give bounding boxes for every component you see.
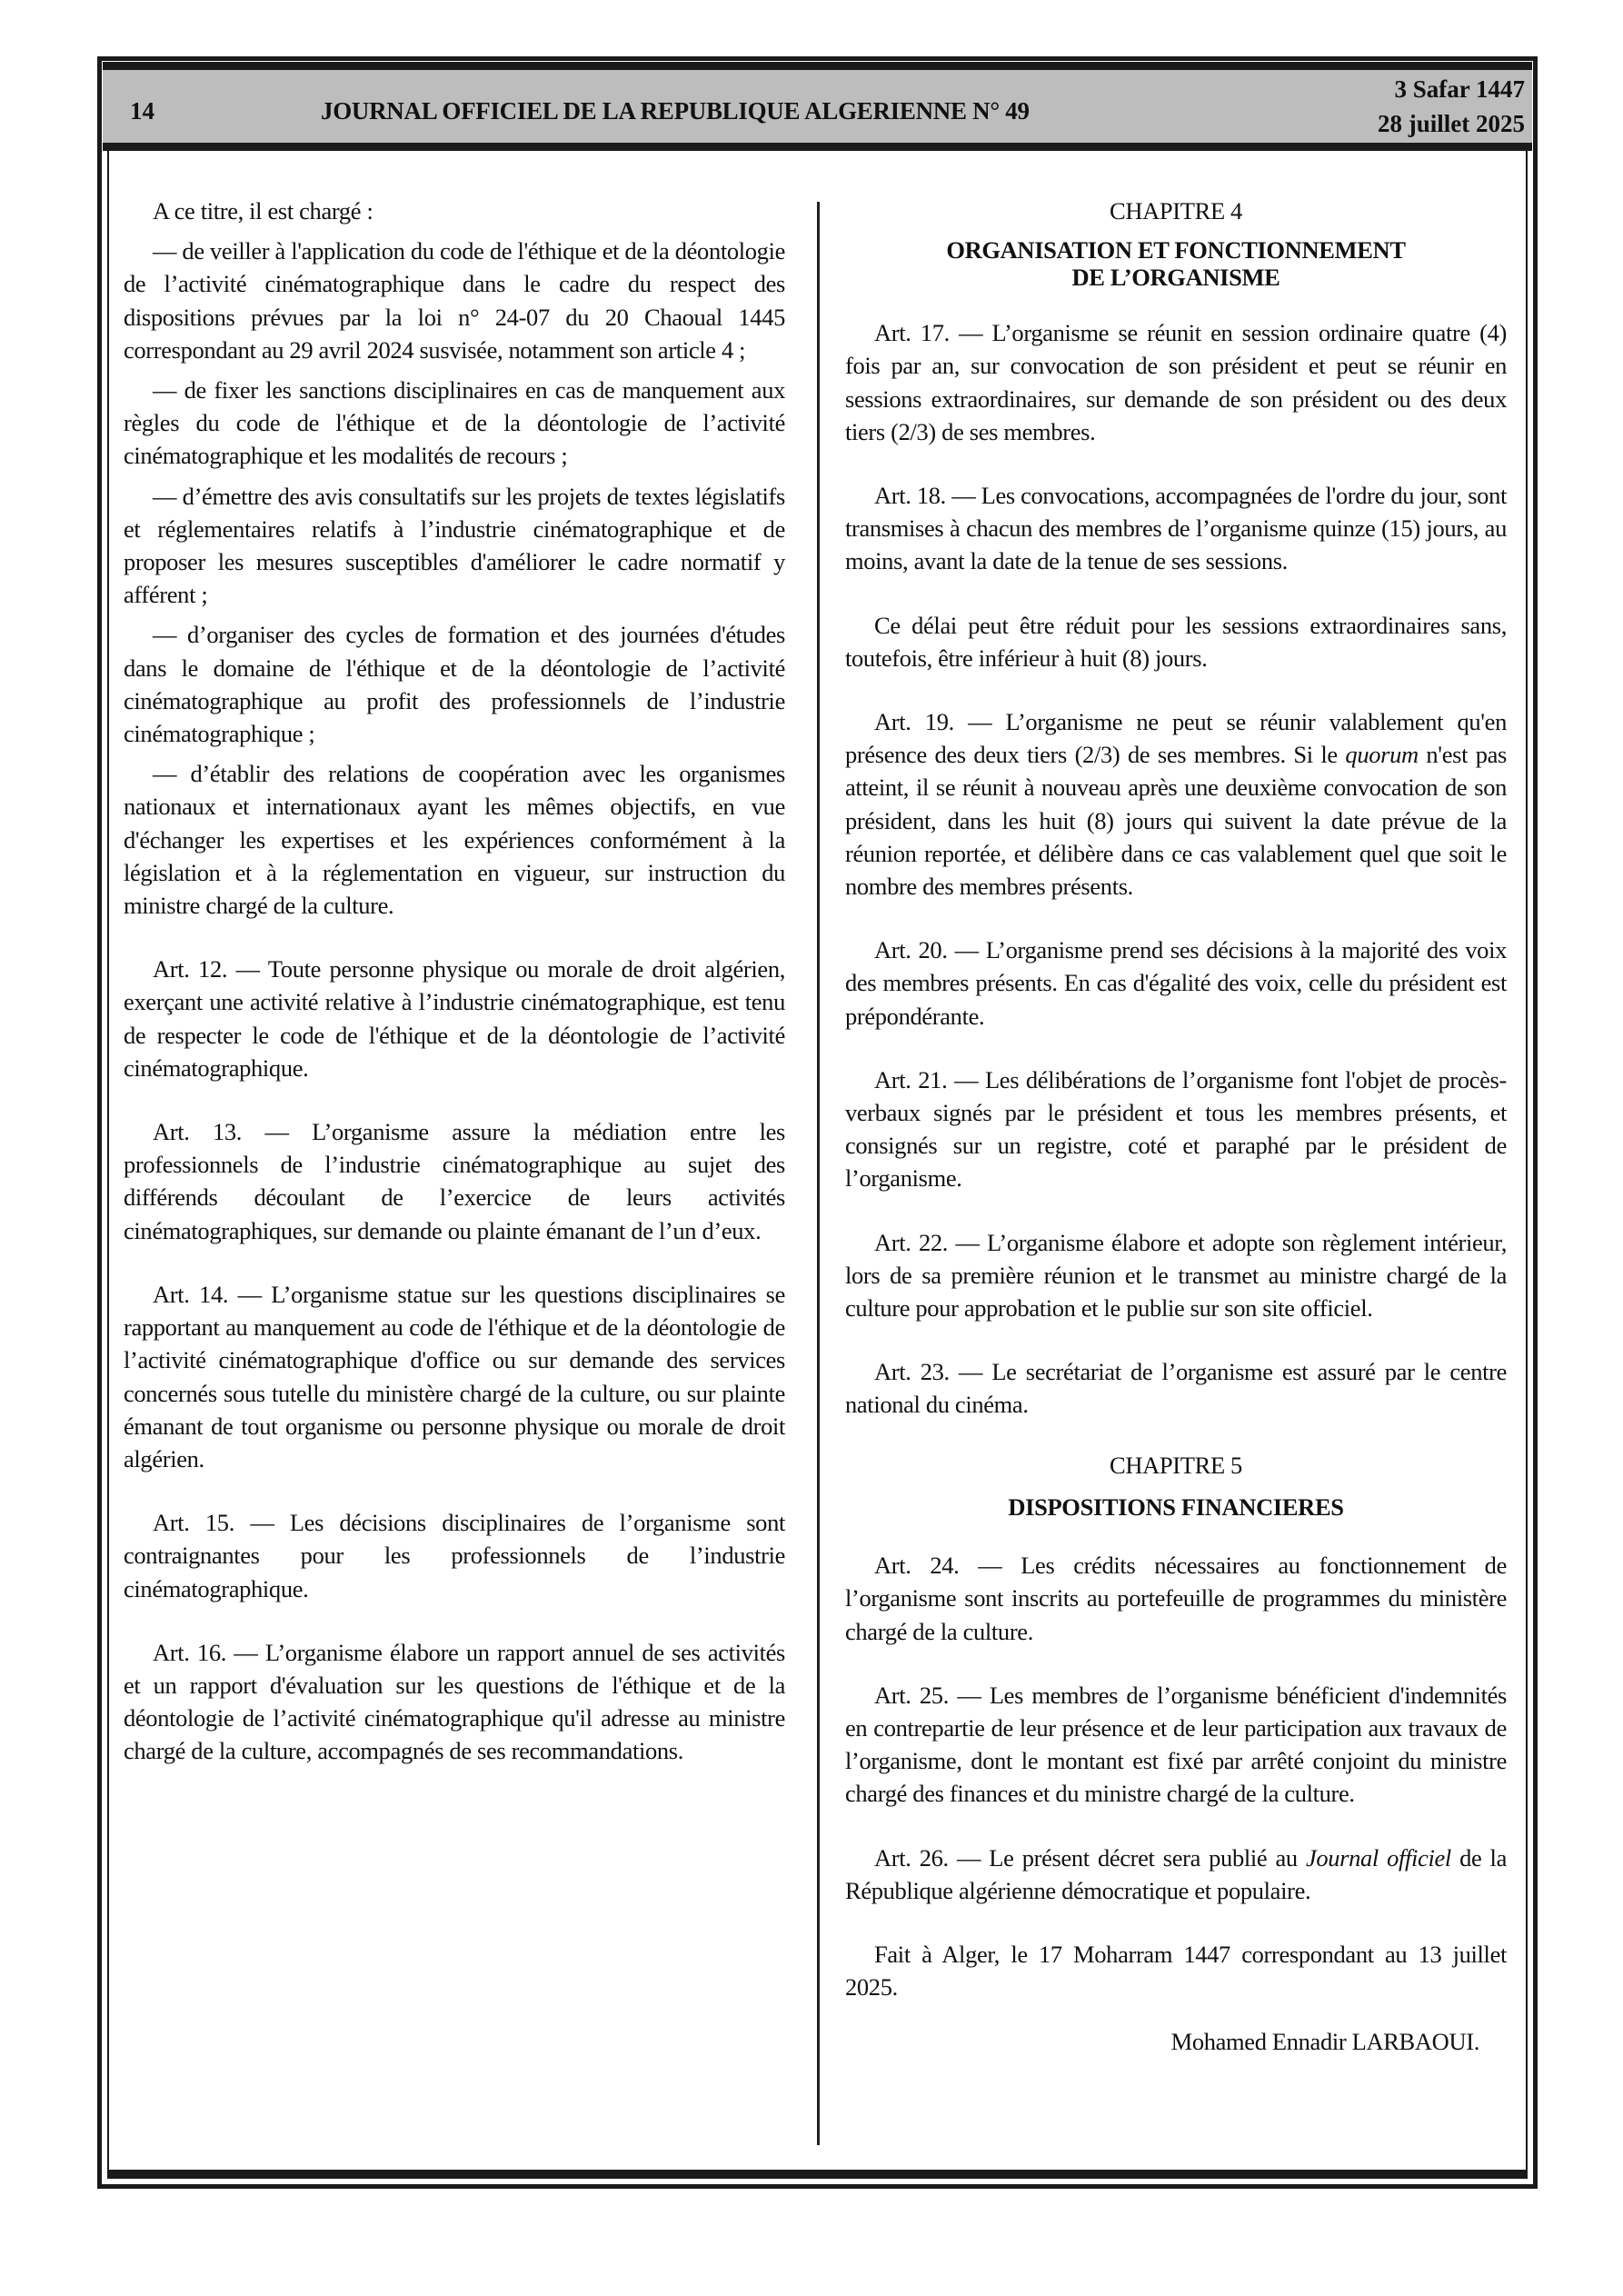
chapter-5-title: DISPOSITIONS FINANCIERES (1008, 1492, 1344, 1521)
paragraph-text: — d’organiser des cycles de formation et des journées d'études dans le domaine de l'éthique et de la déontologie de l’activité cinématographique au profit des professionnels de l’industrie cinématographique ; (124, 621, 785, 748)
right-column (845, 195, 1507, 2082)
date-hijri: 3 Safar 1447 (1394, 75, 1525, 103)
signature: Mohamed Ennadir LARBAOUI. (1170, 2028, 1479, 2056)
paragraph-text: Art. 26. — Le présent décret sera publié au (874, 1843, 1306, 1872)
paragraph (845, 609, 1507, 674)
paragraph (124, 953, 785, 1084)
chapter-5-label: CHAPITRE 5 (1110, 1451, 1242, 1479)
paragraph (124, 480, 785, 612)
paragraph-text: Art. 22. — L’organisme élabore et adopte son règlement intérieur, lors de sa première réunion et le transmet au ministre chargé de la culture pour approbation et le publie sur son site officiel. (845, 1228, 1507, 1323)
paragraph-text: n'est pas atteint, il se réunit à nouveau après une deuxième convocation de son président, dans les huit (8) jours qui suivent la date prévue de la réunion reportée, et délibère dans ce cas valablement quel que soit le nombre des membres présents. (845, 741, 1507, 901)
left-column (124, 195, 785, 1775)
paragraph (845, 479, 1507, 578)
paragraph-text: Art. 16. — L’organisme élabore un rapport annuel de ses activités et un rapport d'évaluation sur les questions de l'éthique et de la déontologie de l’activité cinématographique qu'il adresse au ministre chargé de la culture, accompagnés de ses recommandations. (124, 1638, 785, 1765)
paragraph (845, 1679, 1507, 1811)
paragraph-text: Art. 17. — L’organisme se réunit en session ordinaire quatre (4) fois par an, sur convocation de son président et peut se réunir en sessions extraordinaires, sur demande de son président ou des deux tiers (2/3) de ses membres. (845, 319, 1507, 445)
chapter-4-label: CHAPITRE 4 (1110, 197, 1242, 225)
paragraph-text: — d’émettre des avis consultatifs sur les projets de textes législatifs et réglementaires relatifs à l’industrie cinématographique et de proposer les mesures susceptibles d'améliorer le cadre normatif y afférent ; (124, 482, 785, 609)
column-divider (817, 202, 820, 2145)
paragraph-text: Art. 21. — Les délibérations de l’organisme font l'objet de procès-verbaux signés par le président et tous les membres présents, et consignés sur un registre, coté et paraphé par le président de l’organisme. (845, 1065, 1507, 1193)
paragraph (845, 705, 1507, 903)
chapter-4-title: ORGANISATION ET FONCTIONNEMENT DE L’ORGANISME (946, 236, 1406, 292)
paragraph (845, 1226, 1507, 1325)
paragraph-text: Art. 24. — Les crédits nécessaires au fonctionnement de l’organisme sont inscrits au portefeuille de programmes du ministère chargé de la culture. (845, 1552, 1507, 1645)
paragraph (845, 1063, 1507, 1195)
paragraph-text: Art. 20. — L’organisme prend ses décisions à la majorité des voix des membres présents. En cas d'égalité des voix, celle du président est prépondérante. (845, 936, 1507, 1030)
paragraph-text: — de veiller à l'application du code de l'éthique et de la déontologie de l’activité cinématographique dans le cadre du respect des dispositions prévues par la loi n° 24-07 du 20 Chaoual 1445 correspondant au 29 avril 2024 susvisée, notamment son article 4 ; (124, 237, 785, 364)
paragraph (845, 316, 1507, 448)
paragraph (845, 1549, 1507, 1648)
paragraph (845, 1355, 1507, 1421)
paragraph (124, 1278, 785, 1475)
paragraph-text: Art. 12. — Toute personne physique ou morale de droit algérien, exerçant une activité relative à l’industrie cinématographique, est tenu de respecter le code de l'éthique et de la déontologie de l’activité cinématographique. (124, 955, 785, 1082)
paragraph-text: Art. 23. — Le secrétariat de l’organisme est assuré par le centre national du cinéma. (845, 1358, 1507, 1419)
journal-title: JOURNAL OFFICIEL DE LA REPUBLIQUE ALGERIENNE N° 49 (321, 97, 1030, 125)
paragraph-text: A ce titre, il est chargé : (153, 197, 373, 225)
paragraph (124, 757, 785, 922)
paragraph (124, 618, 785, 750)
paragraph (845, 933, 1507, 1033)
italic-text: quorum (1345, 741, 1419, 769)
paragraph (124, 1506, 785, 1605)
paragraph (124, 1636, 785, 1768)
paragraph (845, 1938, 1507, 2003)
paragraph (124, 374, 785, 473)
paragraph-text: Art. 15. — Les décisions disciplinaires de l’organisme sont contraignantes pour les professionnels de l’industrie cinématographique. (124, 1509, 785, 1602)
paragraph-text: — d’établir des relations de coopération avec les organismes nationaux et internationaux ayant les mêmes objectifs, en vue d'échanger les expertises et les expériences conformément à la législation et à la réglementation en vigueur, sur instruction du ministre chargé de la culture. (124, 760, 785, 920)
paragraph-text: de la République algérienne démocratique et populaire. (845, 1843, 1507, 1904)
paragraph-text: Art. 19. — L’organisme ne peut se réunir valablement qu'en présence des deux tiers (2/3) de ses membres. Si le (845, 708, 1507, 769)
paragraph-text: Art. 18. — Les convocations, accompagnées de l'ordre du jour, sont transmises à chacun des membres de l’organisme quinze (15) jours, au moins, avant la date de la tenue de ses sessions. (845, 482, 1507, 575)
issue-date (1378, 72, 1525, 141)
paragraph-text: Fait à Alger, le 17 Moharram 1447 correspondant au 13 juillet 2025. (845, 1940, 1507, 2002)
date-gregorian: 28 juillet 2025 (1378, 110, 1525, 137)
paragraph (124, 235, 785, 366)
journal-header (103, 62, 1532, 151)
paragraph-text: Art. 25. — Les membres de l’organisme bénéficient d'indemnités en contrepartie de leur présence et de leur participation aux travaux de l’organisme, dont le montant est fixé par arrêté conjoint du ministre chargé des finances et du ministre chargé de la culture. (845, 1681, 1507, 1808)
page-number: 14 (130, 97, 154, 125)
paragraph-text: Art. 13. — L’organisme assure la médiation entre les professionnels de l’industrie cinématographique au sujet des différends découlant de l’exercice de leurs activités cinématographiques, sur demande ou plainte émanant de l’un d’eux. (124, 1118, 785, 1244)
chapter-4-body (845, 316, 1507, 1421)
page-frame-bottom-rule (107, 2170, 1528, 2179)
chapter-5-body (845, 1549, 1507, 2003)
italic-text: Journal officiel (1305, 1843, 1451, 1872)
paragraph-text: Ce délai peut être réduit pour les sessions extraordinaires sans, toutefois, être inférieur à huit (8) jours. (845, 611, 1507, 672)
paragraph-text: — de fixer les sanctions disciplinaires en cas de manquement aux règles du code de l'éthique et de la déontologie de l’activité cinématographique et les modalités de recours ; (124, 376, 785, 470)
paragraph-text: Art. 14. — L’organisme statue sur les questions disciplinaires se rapportant au manquement au code de l'éthique et de la déontologie de l’activité cinématographique d'office ou sur demande des services concernés sous tutelle du ministère chargé de la culture, ou sur plainte émanant de tout organisme ou personne physique ou morale de droit algérien. (124, 1280, 785, 1472)
paragraph (124, 1115, 785, 1247)
paragraph (124, 195, 785, 227)
paragraph (845, 1842, 1507, 1907)
